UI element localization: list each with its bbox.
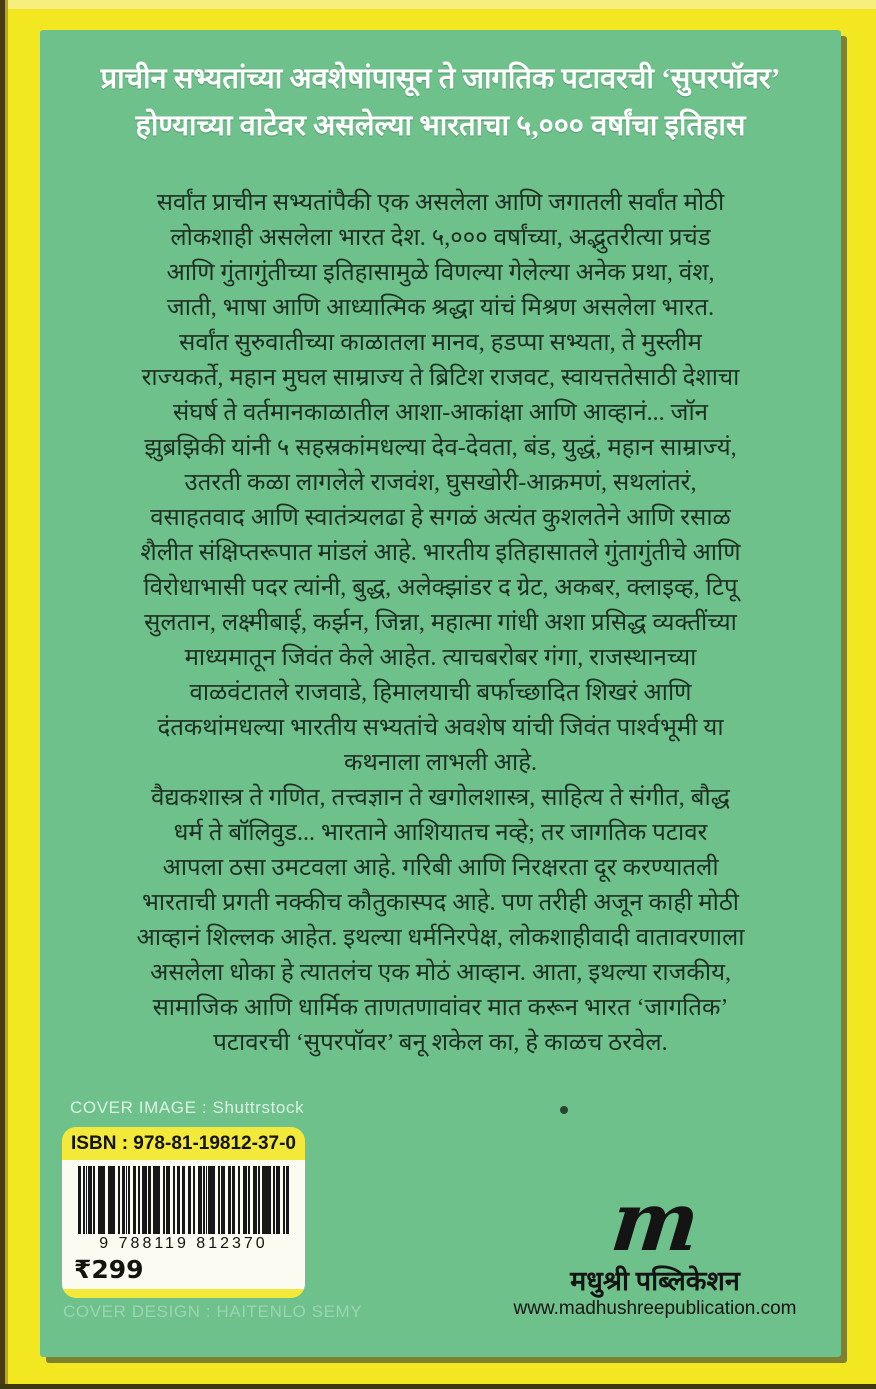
isbn-bottom-strip (62, 1289, 305, 1298)
isbn-label: ISBN : 978-81-19812-37-0 (62, 1127, 305, 1160)
cover-design-credit: COVER DESIGN : HAITENLO SEMY (63, 1302, 363, 1321)
headline-line-2: होण्याच्या वाटेवर असलेल्या भारताचा ५,००० वर्षांचा इतिहास (135, 110, 746, 142)
cover-headline (60, 56, 821, 150)
body-line: वैद्यकशास्त्र ते गणित, तत्त्वज्ञान ते खगोलशास्त्र, साहित्य ते संगीत, बौद्ध (151, 785, 730, 811)
body-line: वसाहतवाद आणि स्वातंत्र्यलढा हे सगळं अत्यंत कुशलतेने आणि रसाळ (150, 505, 731, 531)
spine-shadow (0, 0, 8, 1389)
body-line: आव्हानं शिल्लक आहेत. इथल्या धर्मनिरपेक्ष, लोकशाहीवादी वातावरणाला (136, 925, 745, 951)
body-line: संघर्ष ते वर्तमानकाळातील आशा-आकांक्षा आणि आव्हानं... जॉन (173, 400, 708, 426)
publisher-block (510, 1174, 800, 1319)
body-line: आणि गुंतागुंतीच्या इतिहासामुळे विणल्या गेलेल्या अनेक प्रथा, वंश, (166, 260, 715, 286)
isbn-barcode-block (62, 1127, 305, 1298)
publisher-name: मधुश्री पब्लिकेशन (570, 1266, 740, 1296)
body-line: शैलीत संक्षिप्तरूपात मांडलं आहे. भारतीय इतिहासातले गुंतागुंतीचे आणि (140, 540, 741, 566)
publisher-logo-icon: m (606, 1174, 704, 1270)
body-line: विरोधाभासी पदर त्यांनी, बुद्ध, अलेक्झांडर द ग्रेट, अकबर, क्लाइव्ह, टिपू (143, 575, 738, 601)
body-line: माध्यमातून जिवंत केले आहेत. त्याचबरोबर गंगा, राजस्थानच्या (184, 645, 697, 671)
price-label: ₹299 (74, 1255, 144, 1284)
print-speck (560, 1106, 568, 1114)
body-line: असलेला धोका हे त्यातलंच एक मोठं आव्हान. आता, इथल्या राजकीय, (150, 960, 731, 986)
body-line: उतरती कळा लागलेले राजवंश, घुसखोरी-आक्रमणं, सथलांतरं, (184, 470, 697, 496)
body-line: धर्म ते बॉलिवुड... भारताने आशियातच नव्हे; तर जागतिक पटावर (173, 820, 708, 846)
body-line: वाळवंटातले राजवाडे, हिमालयाची बर्फाच्छादित शिखरं आणि (189, 680, 692, 706)
body-line: लोकशाही असलेला भारत देश. ५,००० वर्षांच्या, अद्भुतरीत्या प्रचंड (170, 225, 711, 251)
barcode-icon (78, 1166, 289, 1234)
scan-edge-top (0, 0, 876, 9)
headline-line-1: प्राचीन सभ्यतांच्या अवशेषांपासून ते जागतिक पटावरची ‘सुपरपॉवर’ (100, 63, 781, 95)
cover-image-credit: COVER IMAGE : Shuttrstock (70, 1098, 305, 1117)
barcode-area (62, 1160, 305, 1289)
publisher-website: www.madhushreepublication.com (513, 1298, 797, 1319)
barcode-digits: 9 788119 812370 (99, 1235, 268, 1252)
scan-edge-bottom (0, 1384, 876, 1389)
body-line: सामाजिक आणि धार्मिक ताणतणावांवर मात करून भारत ‘जागतिक’ (152, 995, 729, 1021)
body-line: दंतकथांमधल्या भारतीय सभ्यतांचे अवशेष यांची जिवंत पार्श्वभूमी या (157, 715, 724, 741)
body-line: झुब्रझिकी यांनी ५ सहस्रकांमधल्या देव-देवता, बंड, युद्धं, महान साम्राज्यं, (144, 435, 737, 461)
body-line: पटावरची ‘सुपरपॉवर’ बनू शकेल का, हे काळच ठरवेल. (213, 1030, 668, 1056)
body-line: कथनाला लाभली आहे. (344, 750, 537, 776)
blurb-text (70, 186, 811, 1061)
body-line: सर्वांत सुरुवातीच्या काळातला मानव, हडप्पा सभ्यता, ते मुस्लीम (179, 330, 702, 356)
body-line: जाती, भाषा आणि आध्यात्मिक श्रद्धा यांचं मिश्रण असलेला भारत. (166, 295, 715, 321)
body-line: आपला ठसा उमटवला आहे. गरिबी आणि निरक्षरता दूर करण्यातली (162, 855, 719, 881)
body-line: भारताची प्रगती नक्कीच कौतुकास्पद आहे. पण तरीही अजून काही मोठी (141, 890, 740, 916)
body-line: सर्वांत प्राचीन सभ्यतांपैकी एक असलेला आणि जगातली सर्वांत मोठी (156, 190, 725, 216)
body-line: राज्यकर्ते, महान मुघल साम्राज्य ते ब्रिटिश राजवट, स्वायत्ततेसाठी देशाचा (141, 365, 740, 391)
green-panel (40, 30, 841, 1357)
body-line: सुलतान, लक्ष्मीबाई, कर्झन, जिन्ना, महात्मा गांधी अशा प्रसिद्ध व्यक्तींच्या (144, 610, 737, 636)
